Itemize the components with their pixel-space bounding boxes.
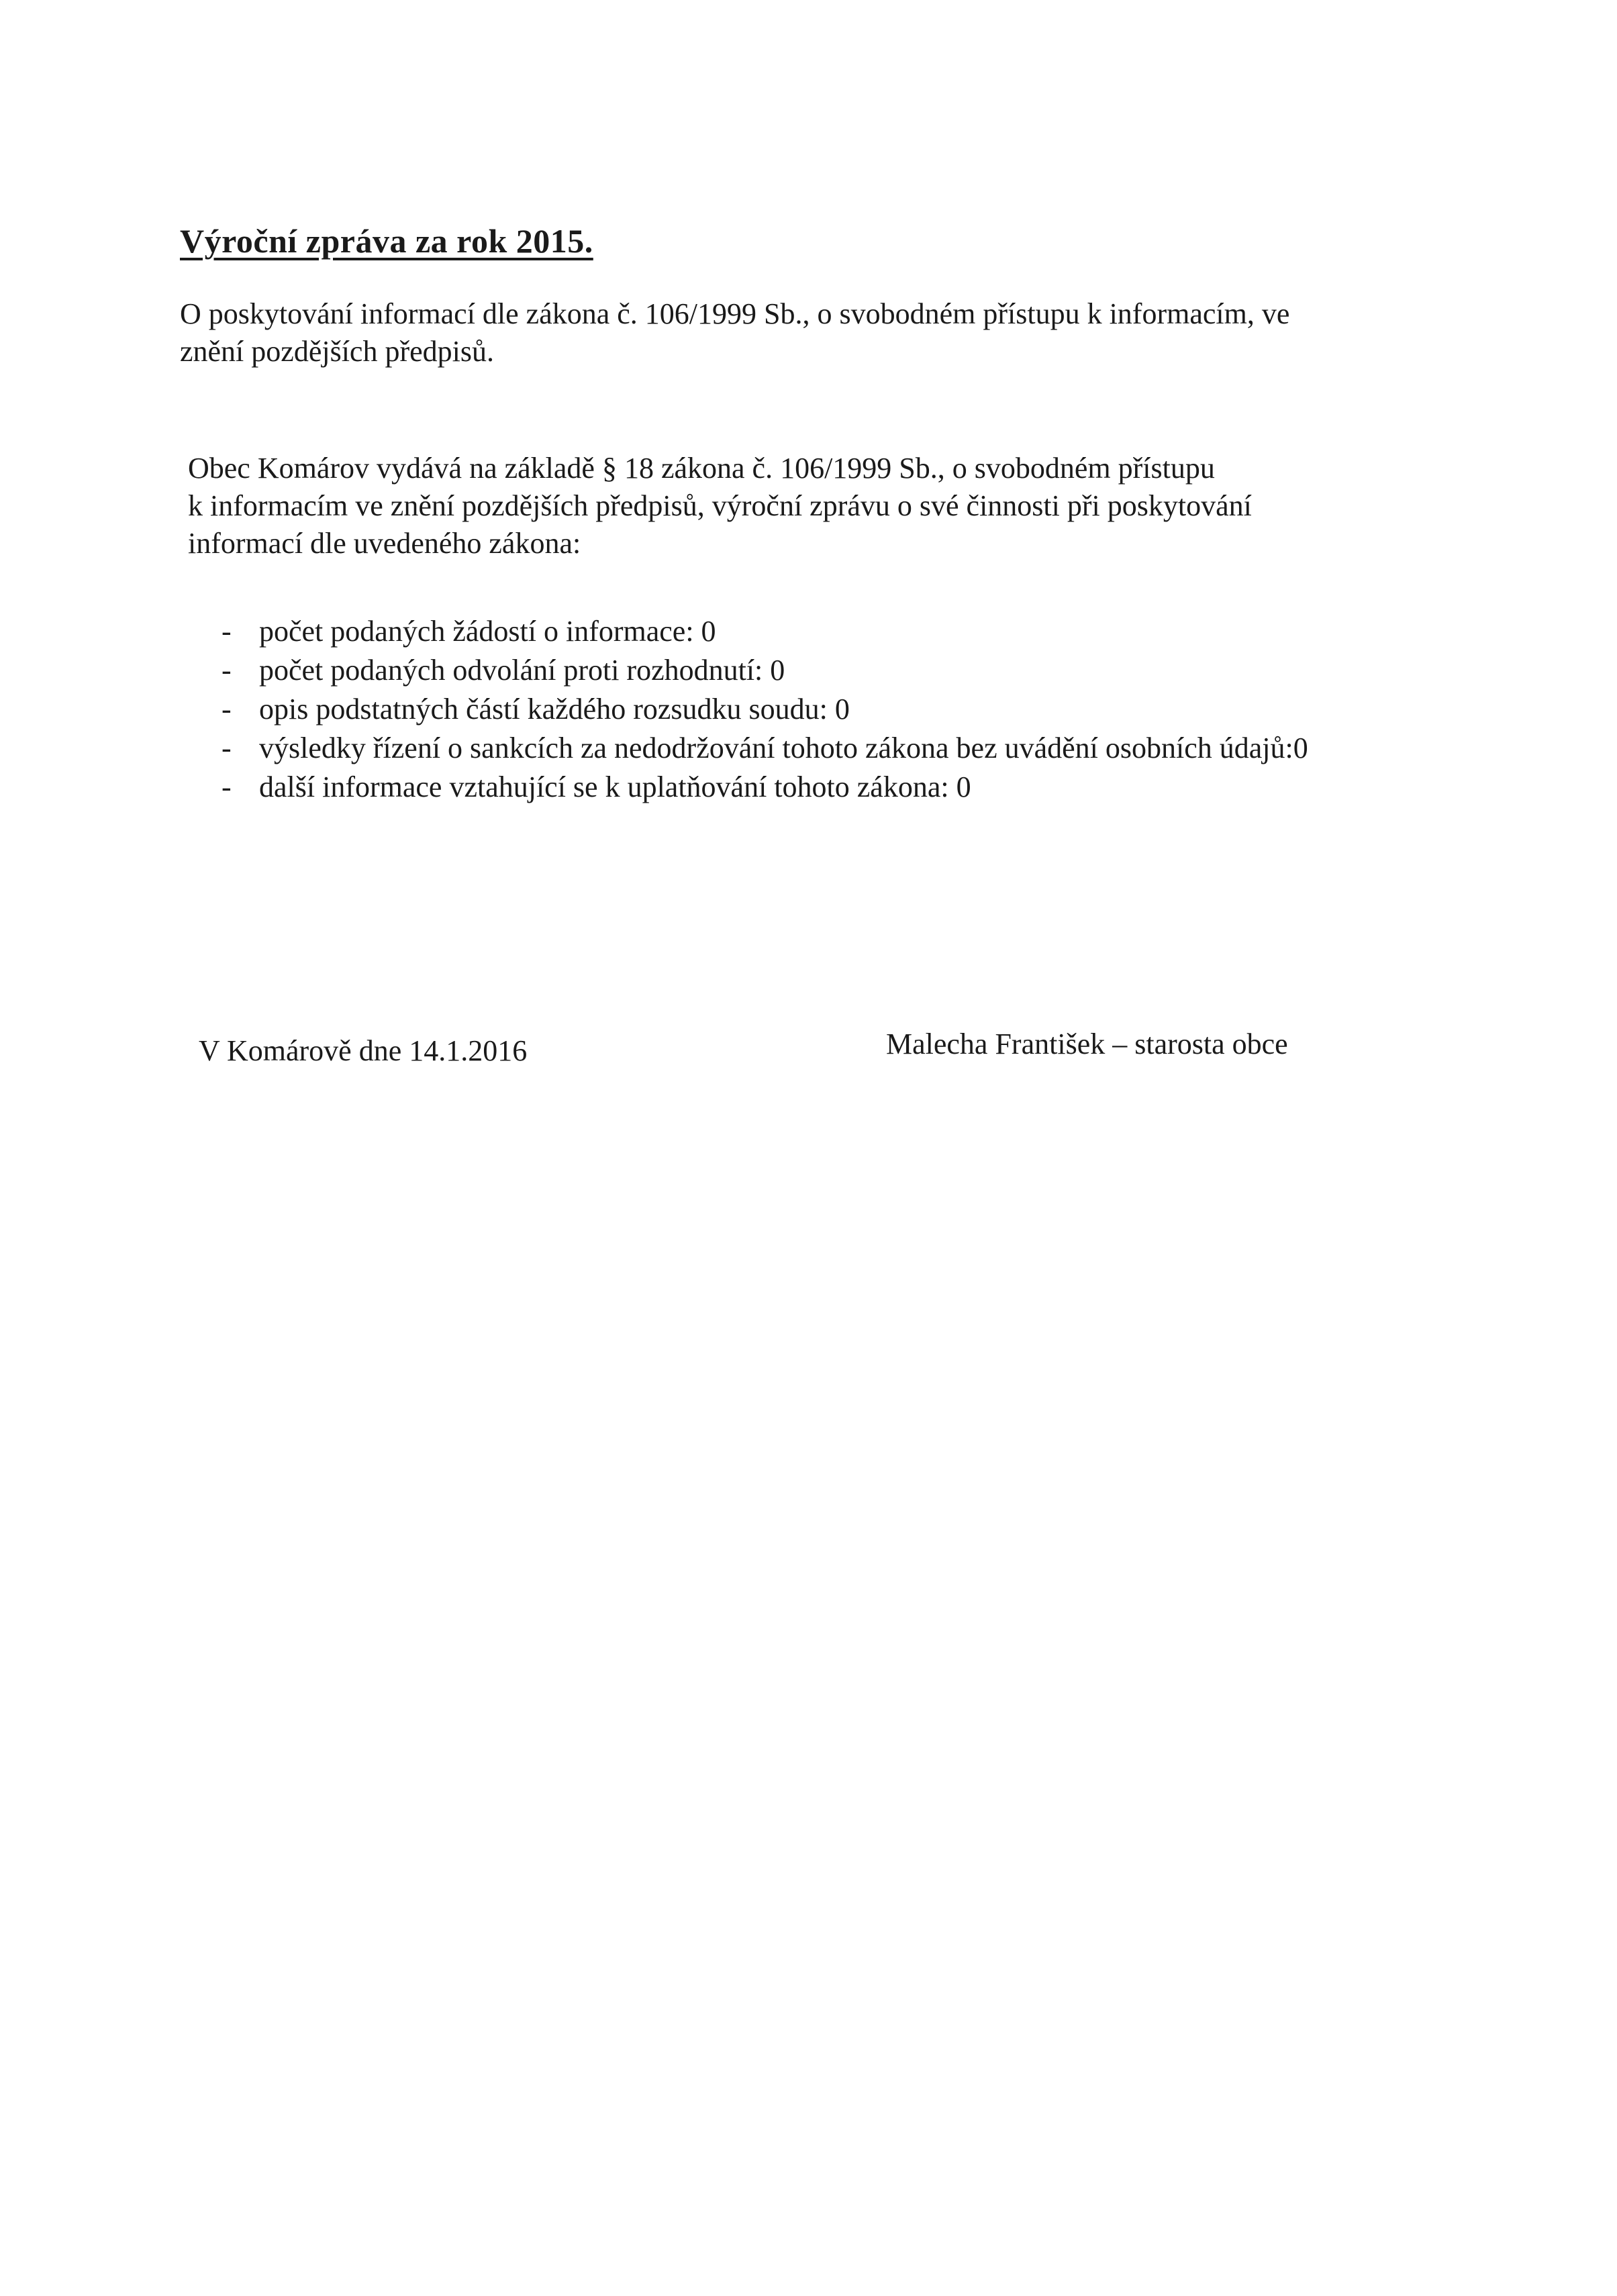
list-item-text: opis podstatných částí každého rozsudku soudu: 0 [259,693,850,726]
list-item-text: počet podaných žádostí o informace: 0 [259,615,716,648]
body-line: Obec Komárov vydává na základě § 18 zákona č. 106/1999 Sb., o svobodném přístupu [188,452,1215,485]
list-item [222,768,1308,807]
list-dash: - [222,654,232,687]
body-line: informací dle uvedeného zákona: [188,527,581,560]
list-dash: - [222,770,232,803]
list-dash: - [222,693,232,726]
list-item [222,729,1308,768]
statistics-list [222,612,1308,807]
list-dash: - [222,615,232,648]
list-item [222,612,1308,651]
place-and-date: V Komárově dne 14.1.2016 [199,1034,528,1067]
body-paragraph [188,450,1252,562]
list-item-text: výsledky řízení o sankcích za nedodržování tohoto zákona bez uvádění osobních údajů:0 [259,732,1308,764]
document-title: Výroční zpráva za rok 2015. [180,222,593,260]
list-item-text: počet podaných odvolání proti rozhodnutí: 0 [259,654,785,687]
body-line: k informacím ve znění pozdějších předpisů, výroční zprávu o své činnosti při poskytování [188,489,1252,522]
intro-line: znění pozdějších předpisů. [180,335,494,368]
intro-line: O poskytování informací dle zákona č. 106/1999 Sb., o svobodném přístupu k informacím, ve [180,297,1290,330]
list-item-text: další informace vztahující se k uplatňování tohoto zákona: 0 [259,770,971,803]
intro-paragraph [180,295,1289,370]
list-item [222,690,1308,729]
list-dash: - [222,732,232,764]
list-item [222,651,1308,690]
signatory: Malecha František – starosta obce [886,1028,1288,1060]
